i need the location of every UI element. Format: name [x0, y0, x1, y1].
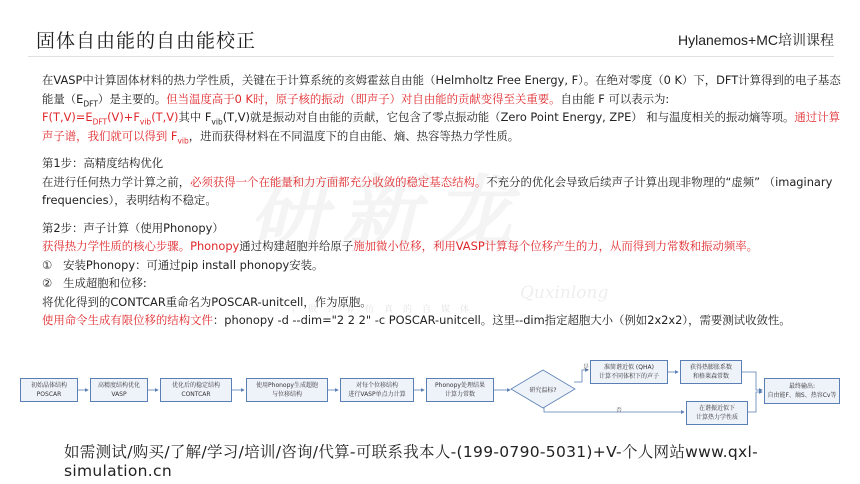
step2-command: 使用命令生成有限位移的结构文件：phonopy -d --dim="2 2 2" -c POSCAR-unitcell。这里--dim指定超胞大小（例如2x2x2），需要测试收敛性。: [42, 313, 791, 327]
watermark-english: Quxinlong: [520, 283, 609, 303]
intro-text: 其中 F: [178, 110, 212, 124]
intro-text: 自由能 F 可以表示为:: [560, 91, 670, 106]
intro-text: ，进而获得材料在不同温度下的自由能、熵、热容等热力学性质。: [188, 128, 520, 143]
step2-line-rename: 将优化得到的CONTCAR重命名为POSCAR-unitcell，作为原胞。: [42, 294, 372, 309]
watermark-subtitle: 一个做计算仿真的自媒体: [270, 305, 480, 315]
intro-highlight: 但当温度高于0 K时，原子核的振动（即声子）对自由能的贡献变得至关重要。: [166, 91, 561, 106]
flow-box-optimization: 高精度结构优化 VASP: [90, 378, 148, 402]
decision-label: 研究温标?: [529, 387, 557, 394]
flow-box-initial-structure: 初始晶体结构 POSCAR: [20, 378, 78, 402]
intro-text: (T,V)就是振动对自由能的贡献，它包含了零点振动能（Zero Point Energy, ZPE） 和与温度相关的振动熵等项。: [222, 110, 795, 124]
flow-box-generate-supercell: 使用Phonopy生成超胞 与位移结构: [246, 378, 328, 402]
step2-item-generate: ② 生成超胞和位移:: [42, 276, 147, 290]
flow-box-thermal-expansion: 获得热膨胀系数 和格莱森常数: [680, 360, 742, 384]
header-divider: [28, 56, 834, 57]
flow-box-vasp-forces: 对每个位移结构 进行VASP单点力计算: [340, 378, 414, 402]
page-title: 固体自由能的自由能校正: [36, 30, 257, 52]
formula-paragraph: [42, 108, 842, 145]
step2-item-install: ① 安装Phonopy：可通过pip install phonopy安装。: [42, 257, 324, 272]
flow-box-optimized-structure: 优化后的稳定结构 CONTCAR: [160, 378, 232, 402]
step1-heading: 第1步：高精度结构优化: [42, 156, 164, 170]
flow-box-harmonic: 在谐振近似下 计算热力学性质: [686, 401, 748, 425]
step1-paragraph: 在进行任何热力学计算之前，必须获得一个在能量和力方面都充分收敛的稳定基态结构。不充分的优化会导致后续声子计算出现非物理的“虚频” （imaginary frequencies），表明结构不稳定。: [42, 174, 833, 207]
intro-text: 在VASP中计算固体材料的热力学性质，关键在于计算系统的亥姆霍兹自由能（Helmholtz Free Energy, F）。在绝对零度（0 K）下，DFT计算得到的电子基态能量（E: [42, 73, 841, 106]
intro-text: ）是主要的。: [97, 91, 167, 106]
branch-no-label: 否: [616, 407, 623, 414]
intro-highlight: 通过计算声子谱，我们就可以得到 $F_{vib}$: [42, 110, 840, 145]
slide-body: [42, 71, 842, 330]
flow-box-qha: 准简谐近似 (QHA) 计算不同体积下的声子: [590, 360, 668, 384]
flow-box-force-constants: Phonopy处理结果 计算力常数: [426, 378, 494, 402]
intro-paragraph: [42, 71, 842, 108]
course-brand: Hylanemos+MC培训课程: [678, 32, 834, 48]
branch-yes-label: 是: [583, 364, 590, 371]
free-energy-formula: $F(T,V)=E_{DFT}(V)+F_{vib}(T,V)$: [42, 110, 179, 127]
subscript: vib: [211, 117, 223, 127]
workflow-flowchart: [20, 364, 840, 438]
step2-heading: 第2步：声子计算（使用Phonopy）: [42, 220, 224, 235]
step2-paragraph: 获得热力学性质的核心步骤。Phonopy通过构建超胞并给原子施加微小位移，利用VASP计算每个位移产生的力，从而得到力常数和振动频率。: [42, 239, 759, 253]
subscript: DFT: [83, 98, 98, 108]
flow-box-final-output: 最终输出: 自由能F、熵S、热容Cv等: [764, 378, 840, 404]
contact-footer: 如需测试/购买/了解/学习/培训/咨询/代算-可联系我本人-(199-0790-5031)+V-个人网站www.qxl-simulation.cn: [64, 443, 758, 480]
